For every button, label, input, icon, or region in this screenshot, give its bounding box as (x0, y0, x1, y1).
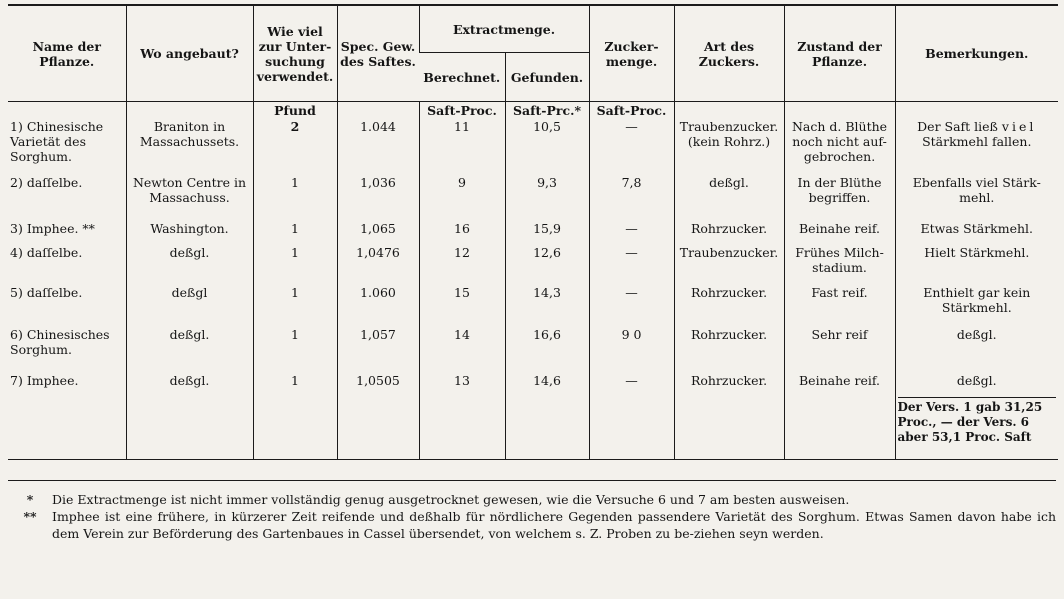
row-state: Fast reif. (784, 285, 895, 327)
table-row (8, 221, 1058, 245)
footnote-text: Imphee ist eine frühere, in kürzerer Zeit reifende und deßhalb für nördlichere Gegenden passendere Varietät des Sorghum. Etwas Samen davon habe ich dem Verein zur Beförderung des Gartenbaues in Cassel übersendet, von welchem s. Z. Proben zu be-ziehen seyn werden. (52, 508, 1056, 541)
footnote-1 (8, 491, 1056, 508)
row-kind: deßgl. (674, 175, 784, 221)
row-found: 12,6 (505, 245, 589, 285)
header-amount: Wie viel zur Unter-suchung verwendet. (253, 5, 337, 102)
header-sugar: Zucker-menge. (589, 5, 674, 102)
row-remarks: deßgl. (895, 327, 1058, 373)
data-table (8, 4, 1058, 460)
row-name: 4) daſſelbe. (10, 245, 83, 260)
row-kind: Rohrzucker. (674, 285, 784, 327)
row-amount: 1 (253, 285, 337, 327)
row-calc: 12 (419, 245, 505, 285)
table-row (8, 327, 1058, 373)
footnote-text: Die Extractmenge ist nicht immer vollständig genug ausgetrocknet gewesen, wie die Versuche 6 und 7 am besten ausweisen. (52, 491, 850, 507)
row-calc: 11 (419, 119, 505, 175)
row-found: 15,9 (505, 221, 589, 245)
table-row (8, 119, 1058, 175)
row-name: 5) daſſelbe. (10, 285, 83, 300)
row-amount: 1 (253, 245, 337, 285)
unit-calc: Saft-Proc. (419, 102, 505, 120)
row-name: 2) daſſelbe. (10, 175, 83, 190)
row-remarks: Enthielt gar kein Stärkmehl. (895, 285, 1058, 327)
row-found: 9,3 (505, 175, 589, 221)
row-spec: 1,036 (337, 175, 419, 221)
table-row (8, 175, 1058, 221)
row-kind: Rohrzucker. (674, 327, 784, 373)
row-remarks: Der Saft ließ viel Stärkmehl fallen. (895, 119, 1058, 175)
header-remarks: Bemerkungen. (895, 5, 1058, 102)
row-spec: 1.044 (337, 119, 419, 175)
row-state: In der Blüthe begriffen. (784, 175, 895, 221)
row-found: 16,6 (505, 327, 589, 373)
row-found: 14,3 (505, 285, 589, 327)
row-sugar: — (589, 245, 674, 285)
row-where: Braniton in Massachussets. (126, 119, 253, 175)
row-calc: 15 (419, 285, 505, 327)
summary-note: Der Vers. 1 gab 31,25 Proc., — der Vers. 6 aber 53,1 Proc. Saft (898, 397, 1057, 445)
row-where: deßgl (126, 285, 253, 327)
row-calc: 16 (419, 221, 505, 245)
table-row (8, 373, 1058, 459)
row-name: 3) Imphee. ** (10, 221, 95, 236)
row-remarks-value: deßgl. (956, 373, 997, 388)
row-spec: 1,0476 (337, 245, 419, 285)
row-state: Nach d. Blüthe noch nicht auf-gebrochen. (784, 119, 895, 175)
row-spec: 1,065 (337, 221, 419, 245)
row-calc: 13 (419, 373, 505, 459)
header-found: Gefunden. (505, 53, 589, 102)
header-name: Name der Pflanze. (8, 5, 126, 102)
unit-found: Saft-Prc.* (505, 102, 589, 120)
row-amount: 1 (253, 221, 337, 245)
row-kind: Rohrzucker. (674, 221, 784, 245)
header-state: Zustand der Pflanze. (784, 5, 895, 102)
row-sugar: — (589, 119, 674, 175)
row-sugar: 7,8 (589, 175, 674, 221)
row-found: 14,6 (505, 373, 589, 459)
row-where: deßgl. (126, 327, 253, 373)
row-kind: Rohrzucker. (674, 373, 784, 459)
row-state: Beinahe reif. (784, 221, 895, 245)
row-state: Beinahe reif. (784, 373, 895, 459)
row-remarks (895, 373, 1058, 459)
row-calc: 14 (419, 327, 505, 373)
table-row (8, 285, 1058, 327)
row-remarks: Etwas Stärkmehl. (895, 221, 1058, 245)
row-amount: 2 (253, 119, 337, 175)
row-sugar: — (589, 221, 674, 245)
row-spec: 1,0505 (337, 373, 419, 459)
row-state: Sehr reif (784, 327, 895, 373)
footnote-mark: * (26, 491, 34, 507)
row-state: Frühes Milch-stadium. (784, 245, 895, 285)
units-row (8, 102, 1058, 120)
row-where: deßgl. (126, 373, 253, 459)
footnote-2 (8, 508, 1056, 542)
row-spec: 1,057 (337, 327, 419, 373)
row-spec: 1.060 (337, 285, 419, 327)
row-remarks: Ebenfalls viel Stärk-mehl. (895, 175, 1058, 221)
unit-sugar: Saft-Proc. (589, 102, 674, 120)
row-remarks: Hielt Stärkmehl. (895, 245, 1058, 285)
row-calc: 9 (419, 175, 505, 221)
header-spec: Spec. Gew. des Saftes. (337, 5, 419, 102)
footnotes (8, 480, 1056, 542)
row-name: 6) Chinesisches Sorghum. (10, 327, 110, 357)
row-amount: 1 (253, 327, 337, 373)
row-found: 10,5 (505, 119, 589, 175)
header-calc: Berechnet. (419, 53, 505, 102)
unit-amount: Pfund (253, 102, 337, 120)
header-kind: Art des Zuckers. (674, 5, 784, 102)
footnote-mark: ** (23, 508, 37, 524)
row-where: Newton Centre in Massachuss. (126, 175, 253, 221)
row-where: Washington. (126, 221, 253, 245)
row-name: 7) Imphee. (8, 373, 126, 459)
row-amount: 1 (253, 175, 337, 221)
row-amount: 1 (253, 373, 337, 459)
header-extract: Extractmenge. (419, 5, 589, 53)
row-sugar: — (589, 373, 674, 459)
row-sugar: — (589, 285, 674, 327)
row-kind: Traubenzucker. (674, 245, 784, 285)
row-name: 1) Chinesische Varietät des Sorghum. (10, 119, 104, 164)
row-where: deßgl. (126, 245, 253, 285)
table-row (8, 245, 1058, 285)
row-kind: Traubenzucker. (kein Rohrz.) (674, 119, 784, 175)
row-sugar: 9 0 (589, 327, 674, 373)
header-where: Wo angebaut? (126, 5, 253, 102)
